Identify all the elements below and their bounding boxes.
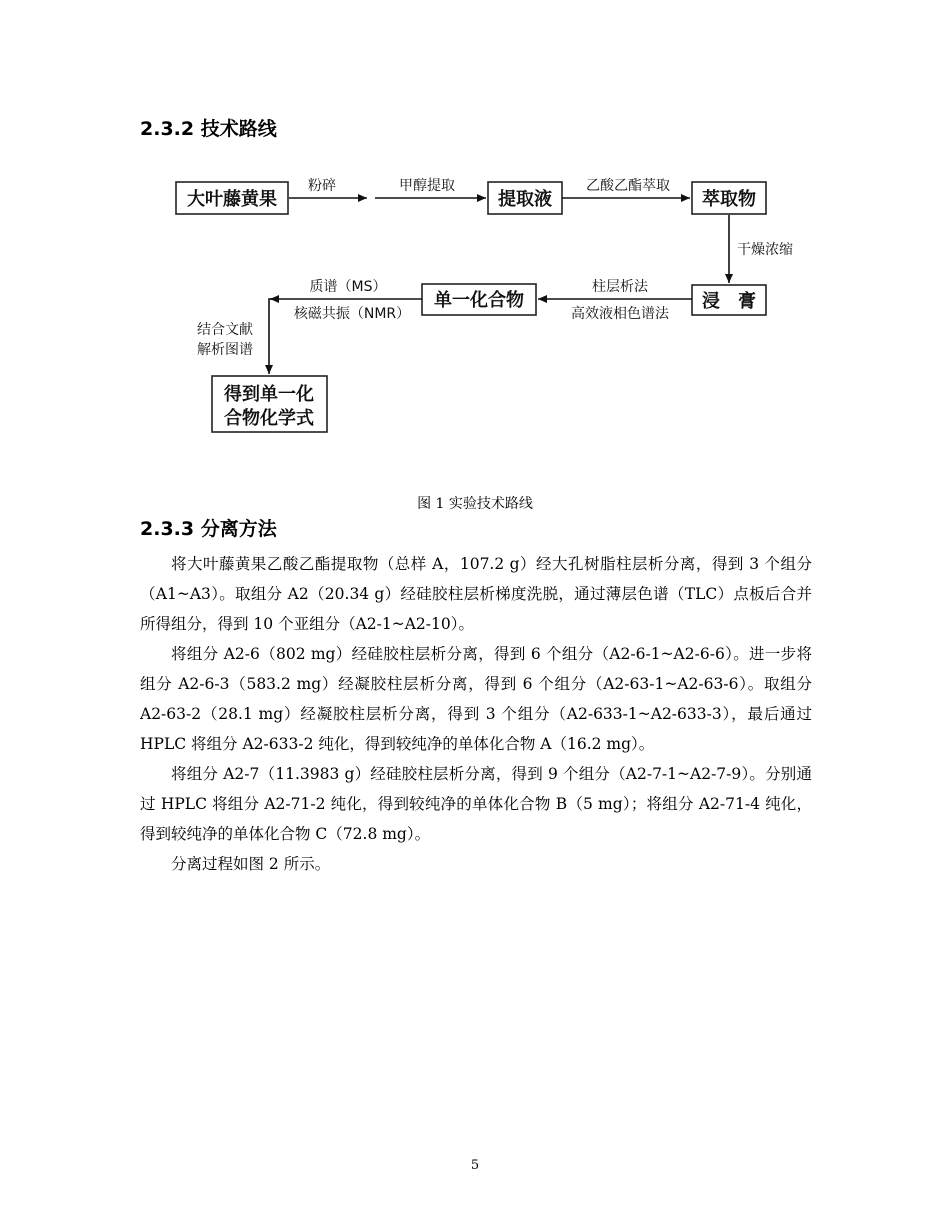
box-result-label-line2: 合物化学式 xyxy=(224,408,314,429)
section-heading-2-3-2: 2.3.2 技术路线 xyxy=(140,118,277,140)
box-raw-material-label: 大叶藤黄果 xyxy=(187,189,277,210)
box-result-label-line1: 得到单一化 xyxy=(224,384,314,405)
box-result xyxy=(212,376,327,432)
box-raw-material xyxy=(176,182,288,214)
paragraph: 分离过程如图 2 所示。 xyxy=(171,855,331,873)
label-ethyl-acetate: 乙酸乙酯萃取 xyxy=(586,178,670,194)
box-single-compound-label: 单一化合物 xyxy=(434,290,524,311)
technical-route-flowchart xyxy=(0,0,950,480)
box-extract-liquid-label: 提取液 xyxy=(498,189,552,210)
label-methanol: 甲醇提取 xyxy=(399,178,455,194)
label-ms: 质谱（MS） xyxy=(309,279,387,295)
box-ea-extract-label: 萃取物 xyxy=(702,189,756,210)
paragraph: 将大叶藤黄果乙酸乙酯提取物（总样 A，107.2 g）经大孔树脂柱层析分离，得到 3 个组分（A1~A3）。取组分 A2（20.34 g）经硅胶柱层析梯度洗脱，通过薄层色谱（TLC）点板后合并所得组分，得到 10 个亚组分（A2-1~A2-10）。 xyxy=(140,555,812,633)
box-paste-label: 浸 膏 xyxy=(702,291,756,312)
label-literature: 结合文献 xyxy=(197,322,253,338)
page-number: 5 xyxy=(470,1158,480,1173)
label-hplc: 高效液相色谱法 xyxy=(571,306,669,322)
label-column: 柱层析法 xyxy=(592,279,648,295)
box-extract-liquid xyxy=(488,182,562,214)
label-crush: 粉碎 xyxy=(308,178,336,194)
label-nmr: 核磁共振（NMR） xyxy=(293,306,411,322)
section-heading-2-3-3: 2.3.3 分离方法 xyxy=(140,518,277,540)
label-spectra: 解析图谱 xyxy=(197,342,253,358)
label-dry: 干燥浓缩 xyxy=(737,242,793,258)
box-paste xyxy=(692,285,766,315)
paragraph: 将组分 A2-6（802 mg）经硅胶柱层析分离，得到 6 个组分（A2-6-1~A2-6-6）。进一步将组分 A2-6-3（583.2 mg）经凝胶柱层析分离，得到 6 个组分（A2-63-1~A2-63-6）。取组分 A2-63-2（28.1 mg）经凝胶柱层析分离，得到 3 个组分（A2-633-1~A2-633-3），最后通过 HPLC 将组分 A2-633-2 纯化，得到较纯净的单体化合物 A（16.2 mg）。 xyxy=(140,645,812,753)
box-ea-extract xyxy=(692,182,766,214)
box-single-compound xyxy=(422,284,536,315)
paragraph: 将组分 A2-7（11.3983 g）经硅胶柱层析分离，得到 9 个组分（A2-7-1~A2-7-9）。分别通过 HPLC 将组分 A2-71-2 纯化，得到较纯净的单体化合物 B（5 mg）；将组分 A2-71-4 纯化，得到较纯净的单体化合物 C（72.8 mg）。 xyxy=(140,765,812,843)
figure-caption: 图 1 实验技术路线 xyxy=(417,496,533,512)
body-text xyxy=(140,549,812,879)
